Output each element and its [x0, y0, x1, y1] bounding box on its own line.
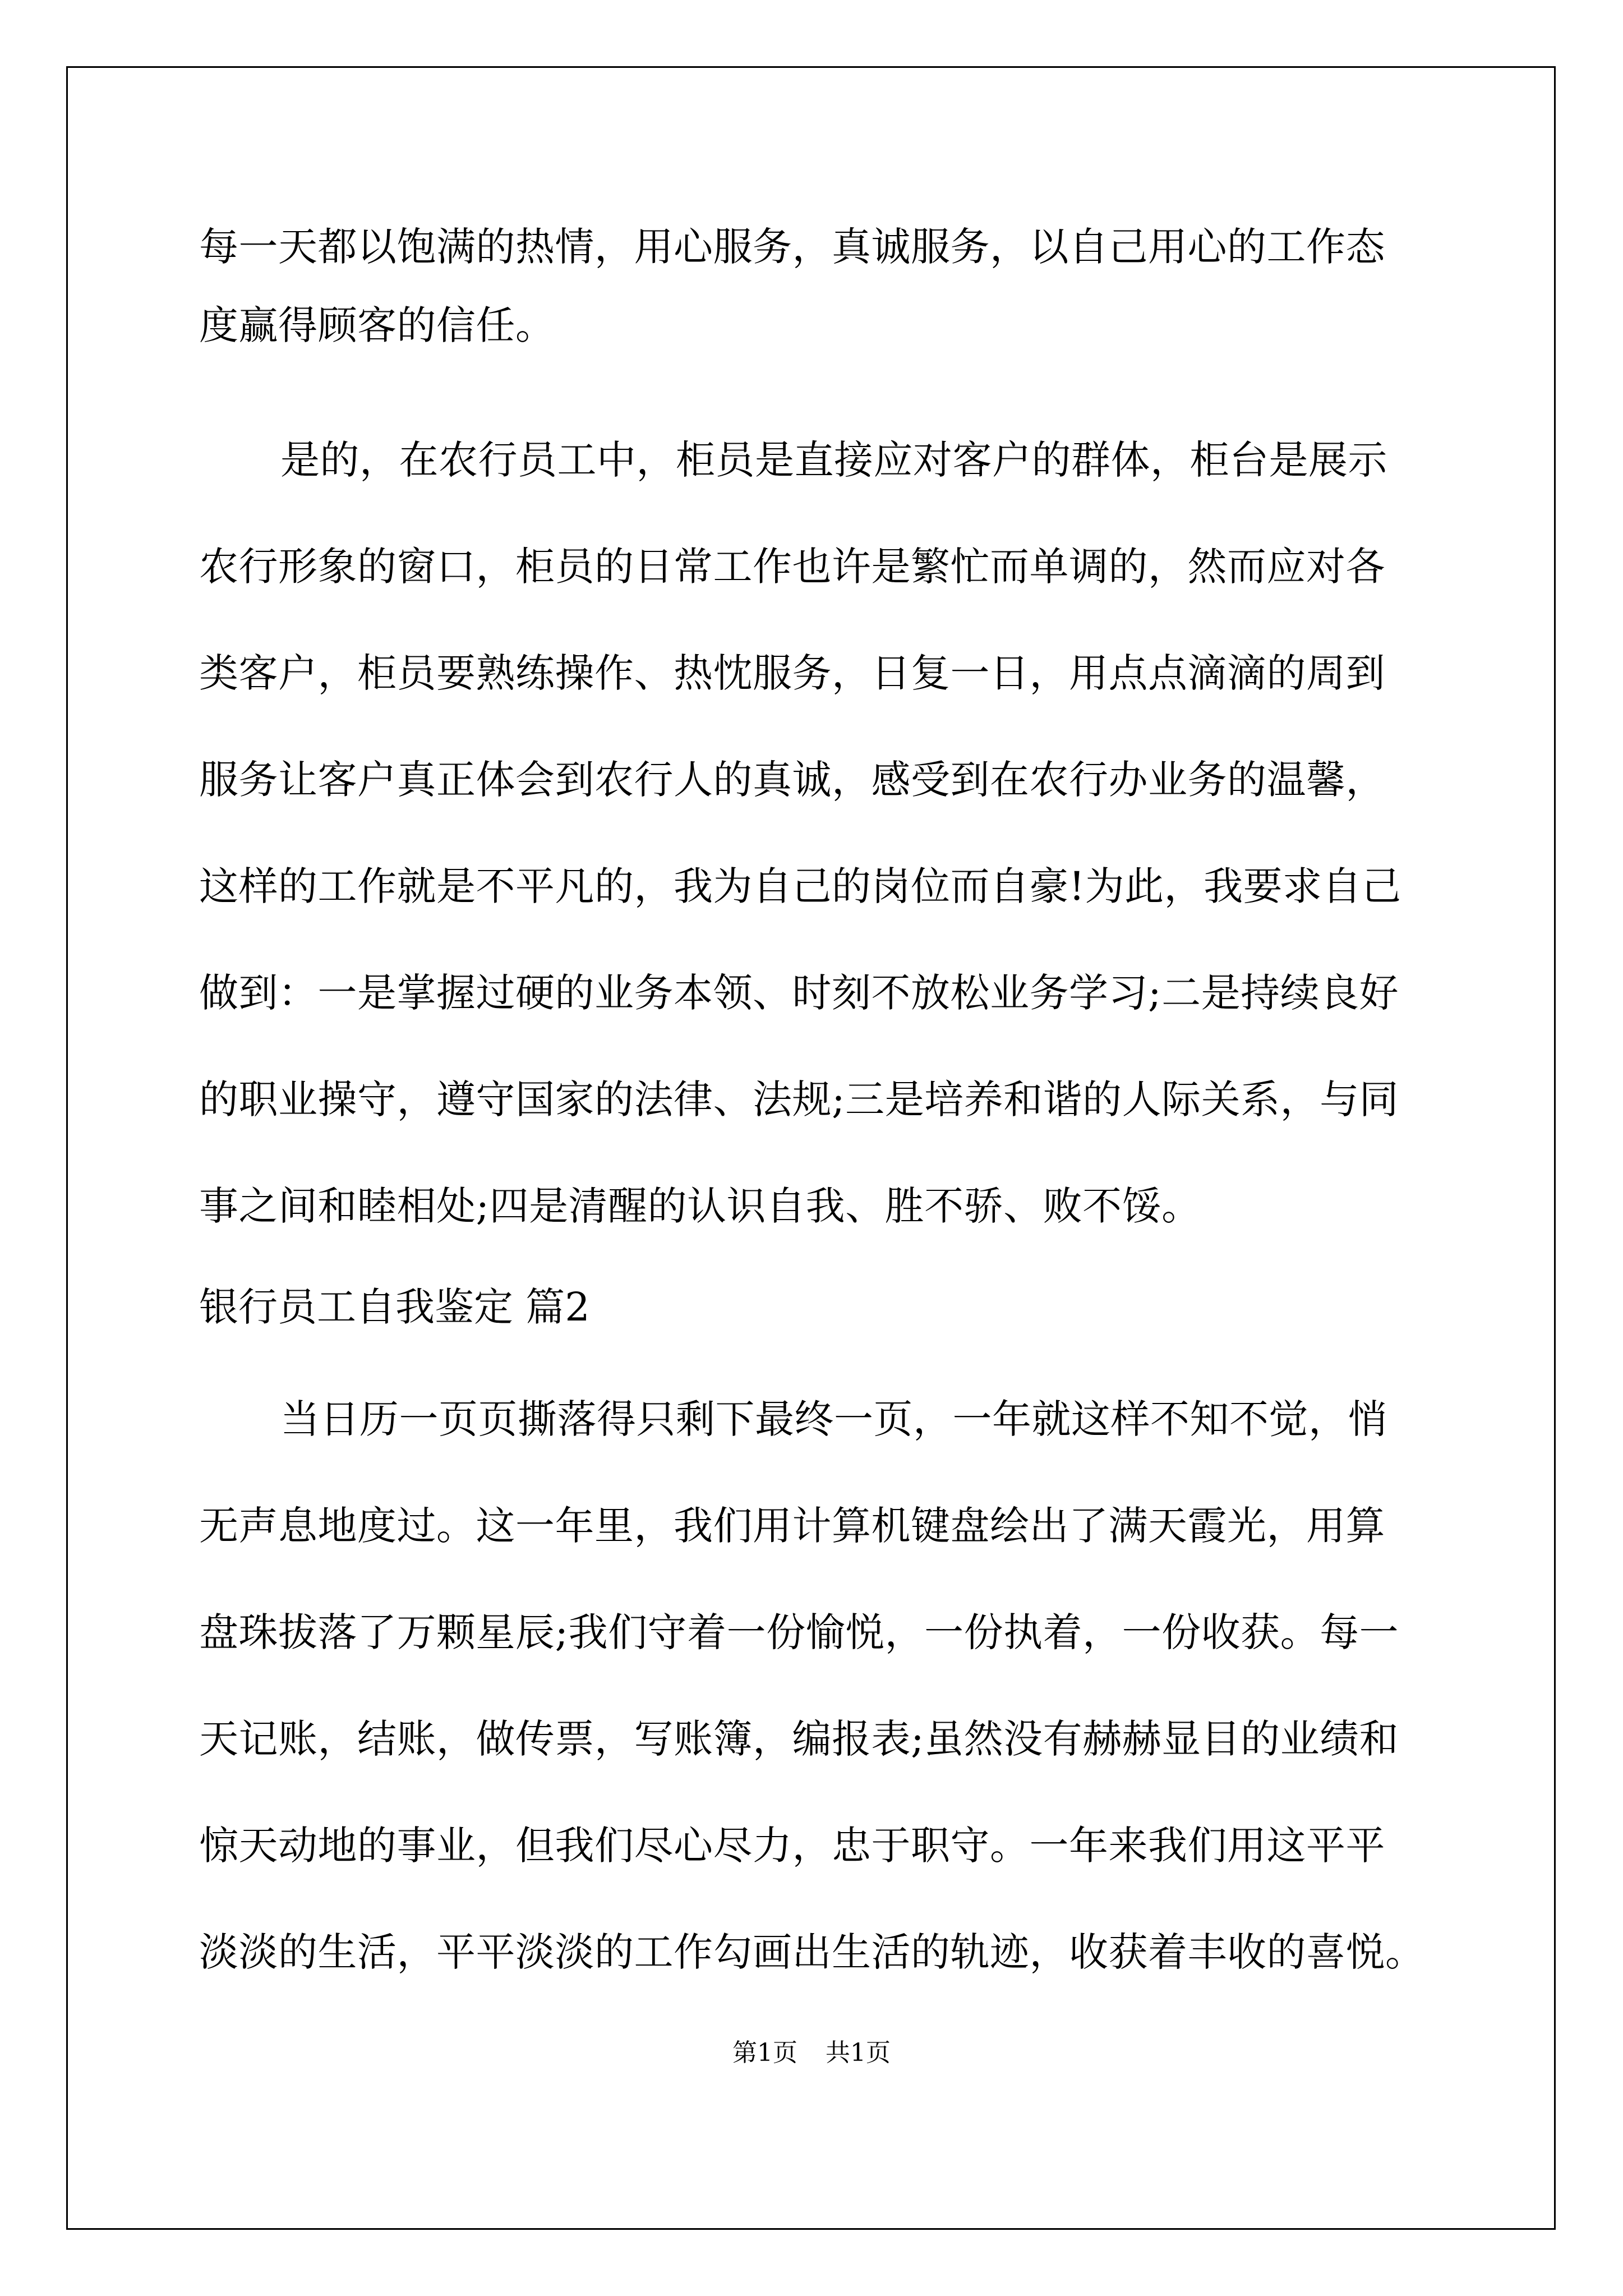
paragraph-line: 盘珠拔落了万颗星辰;我们守着一份愉悦，一份执着，一份收获。每一: [199, 1609, 1399, 1655]
paragraph-line: 每一天都以饱满的热情，用心服务，真诚服务，以自己用心的工作态: [199, 224, 1385, 270]
paragraph-line: 的职业操守，遵守国家的法律、法规;三是培养和谐的人际关系，与同: [199, 1076, 1399, 1122]
paragraph-line: 无声息地度过。这一年里，我们用计算机键盘绘出了满天霞光，用算: [199, 1503, 1385, 1549]
paragraph-line: 服务让客户真正体会到农行人的真诚，感受到在农行办业务的温馨，: [199, 757, 1385, 803]
section-heading: 银行员工自我鉴定 篇2: [199, 1284, 590, 1330]
paragraph-line: 事之间和睦相处;四是清醒的认识自我、胜不骄、败不馁。: [199, 1183, 1201, 1229]
paragraph-line: 是的，在农行员工中，柜员是直接应对客户的群体，柜台是展示: [280, 437, 1387, 483]
paragraph-line: 当日历一页页撕落得只剩下最终一页，一年就这样不知不觉，悄: [280, 1396, 1387, 1442]
page-border: [66, 66, 1556, 2230]
paragraph-line: 农行形象的窗口，柜员的日常工作也许是繁忙而单调的，然而应对各: [199, 544, 1385, 590]
paragraph-line: 度赢得顾客的信任。: [199, 302, 555, 348]
page-footer: [0, 2036, 1623, 2070]
paragraph-line: 这样的工作就是不平凡的，我为自己的岗位而自豪!为此，我要求自己: [199, 863, 1401, 909]
paragraph-line: 淡淡的生活，平平淡淡的工作勾画出生活的轨迹，收获着丰收的喜悦。: [199, 1929, 1425, 1975]
paragraph-line: 惊天动地的事业，但我们尽心尽力，忠于职守。一年来我们用这平平: [199, 1823, 1385, 1869]
page-number: 第1页: [732, 2039, 797, 2067]
page-total: 共1页: [826, 2039, 891, 2067]
paragraph-line: 天记账，结账，做传票，写账簿，编报表;虽然没有赫赫显目的业绩和: [199, 1716, 1399, 1762]
paragraph-line: 类客户，柜员要熟练操作、热忱服务，日复一日，用点点滴滴的周到: [199, 650, 1385, 696]
paragraph-line: 做到：一是掌握过硬的业务本领、时刻不放松业务学习;二是持续良好: [199, 970, 1399, 1016]
